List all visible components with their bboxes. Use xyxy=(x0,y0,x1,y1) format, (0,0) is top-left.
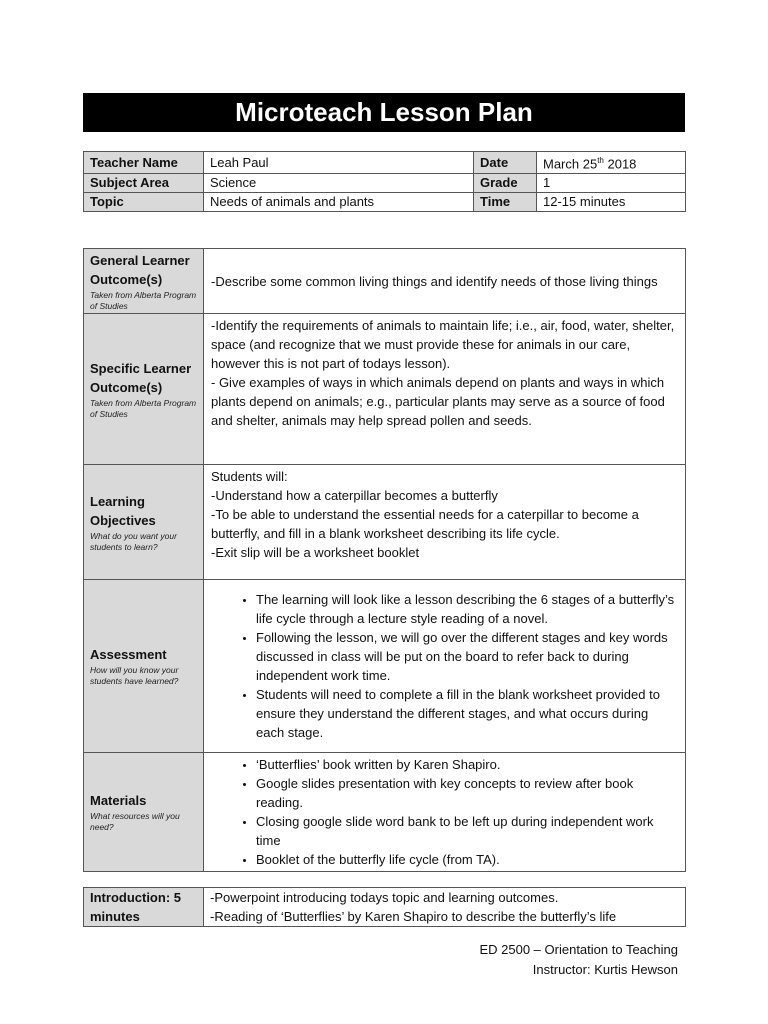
materials-list xyxy=(211,755,678,869)
introduction-table xyxy=(83,887,686,927)
materials-content xyxy=(204,753,686,872)
teacher-name-label: Teacher Name xyxy=(84,152,204,174)
info-row-teacher xyxy=(84,152,686,174)
row-learning-objectives xyxy=(84,465,686,580)
lesson-plan-table xyxy=(83,248,686,872)
specific-outcomes-content xyxy=(204,314,686,465)
lesson-info-table xyxy=(83,151,686,212)
introduction-label: Introduction: 5 minutes xyxy=(84,888,204,927)
topic-label: Topic xyxy=(84,193,204,212)
date-label: Date xyxy=(474,152,537,174)
materials-note: What resources will you need? xyxy=(90,811,180,832)
materials-label xyxy=(84,753,204,872)
date-value-suffix: 2018 xyxy=(603,156,637,172)
row-specific-outcomes xyxy=(84,314,686,465)
assessment-content xyxy=(204,580,686,753)
list-item: • Closing google slide word bank to be left up during independent work time xyxy=(256,812,678,850)
assessment-heading: Assessment xyxy=(90,647,167,662)
time-value: 12-15 minutes xyxy=(537,193,686,212)
learning-objectives-heading: Learning Objectives xyxy=(90,493,156,528)
date-value-sup: th xyxy=(597,156,604,165)
list-item: • Students will need to complete a fill in the blank worksheet provided to ensure they understand the different stages, and what occurs during each stage. xyxy=(256,685,678,742)
specific-outcomes-note: Taken from Alberta Program of Studies xyxy=(90,397,197,419)
grade-label: Grade xyxy=(474,174,537,193)
row-general-outcomes xyxy=(84,249,686,314)
materials-heading: Materials xyxy=(90,793,147,808)
specific-outcomes-heading: Specific Learner Outcome(s) xyxy=(90,360,192,395)
row-introduction xyxy=(84,888,686,927)
subject-area-label: Subject Area xyxy=(84,174,204,193)
objectives-line: -Understand how a caterpillar becomes a butterfly xyxy=(211,488,498,503)
introduction-line-1: -Powerpoint introducing todays topic and learning outcomes. xyxy=(210,890,559,905)
specific-outcomes-text-2: - Give examples of ways in which animals depend on plants and ways in which plants depend on animals; e.g., particular plants may serve as a source of food and shelter, animals may help spread pollen and seeds. xyxy=(211,375,665,428)
specific-outcomes-label xyxy=(84,314,204,465)
general-outcomes-label xyxy=(84,249,204,314)
learning-objectives-label xyxy=(84,465,204,580)
learning-objectives-note: What do you want your students to learn? xyxy=(90,530,177,552)
list-item: • The learning will look like a lesson describing the 6 stages of a butterfly’s life cycle through a lecture style reading of a novel. xyxy=(256,590,678,628)
info-row-topic xyxy=(84,193,686,212)
instructor-name: Instructor: Kurtis Hewson xyxy=(532,962,678,977)
general-outcomes-text: -Describe some common living things and identify needs of those living things xyxy=(211,273,658,289)
teacher-name-value: Leah Paul xyxy=(204,152,474,174)
assessment-list xyxy=(211,590,678,742)
learning-objectives-content xyxy=(204,465,686,580)
time-label: Time xyxy=(474,193,537,212)
objectives-line: Students will: xyxy=(211,469,288,484)
objectives-line: -To be able to understand the essential needs for a caterpillar to become a butterfly, and fill in a blank worksheet describing its life cycle. xyxy=(211,507,639,541)
assessment-label xyxy=(84,580,204,753)
grade-value: 1 xyxy=(537,174,686,193)
course-name: ED 2500 – Orientation to Teaching xyxy=(479,942,678,957)
row-assessment xyxy=(84,580,686,753)
introduction-line-2: -Reading of ‘Butterflies’ by Karen Shapiro to describe the butterfly’s life xyxy=(210,909,617,924)
general-outcomes-heading: General Learner Outcome(s) xyxy=(90,252,190,287)
specific-outcomes-text-1: -Identify the requirements of animals to maintain life; i.e., air, food, water, shelter, space (and recognize that we must provide these for animals in our care, however this is not part of todays lesson). xyxy=(211,318,675,371)
date-value-prefix: March 25 xyxy=(543,156,598,172)
page-title: Microteach Lesson Plan xyxy=(83,93,685,132)
assessment-note: How will you know your students have learned? xyxy=(90,665,179,686)
general-outcomes-content xyxy=(204,249,686,314)
page-footer xyxy=(479,940,678,980)
date-value xyxy=(537,152,686,174)
topic-value: Needs of animals and plants xyxy=(204,193,474,212)
subject-area-value: Science xyxy=(204,174,474,193)
row-materials xyxy=(84,753,686,872)
introduction-content xyxy=(204,888,686,927)
info-row-subject xyxy=(84,174,686,193)
list-item: • Booklet of the butterfly life cycle (from TA). xyxy=(256,850,678,869)
list-item: • Following the lesson, we will go over the different stages and key words discussed in class will be put on the board to refer back to during independent work time. xyxy=(256,628,678,685)
list-item: • Google slides presentation with key concepts to review after book reading. xyxy=(256,774,678,812)
objectives-line: -Exit slip will be a worksheet booklet xyxy=(211,545,420,560)
general-outcomes-note: Taken from Alberta Program of Studies xyxy=(90,289,197,311)
list-item: • ‘Butterflies’ book written by Karen Shapiro. xyxy=(256,755,678,774)
